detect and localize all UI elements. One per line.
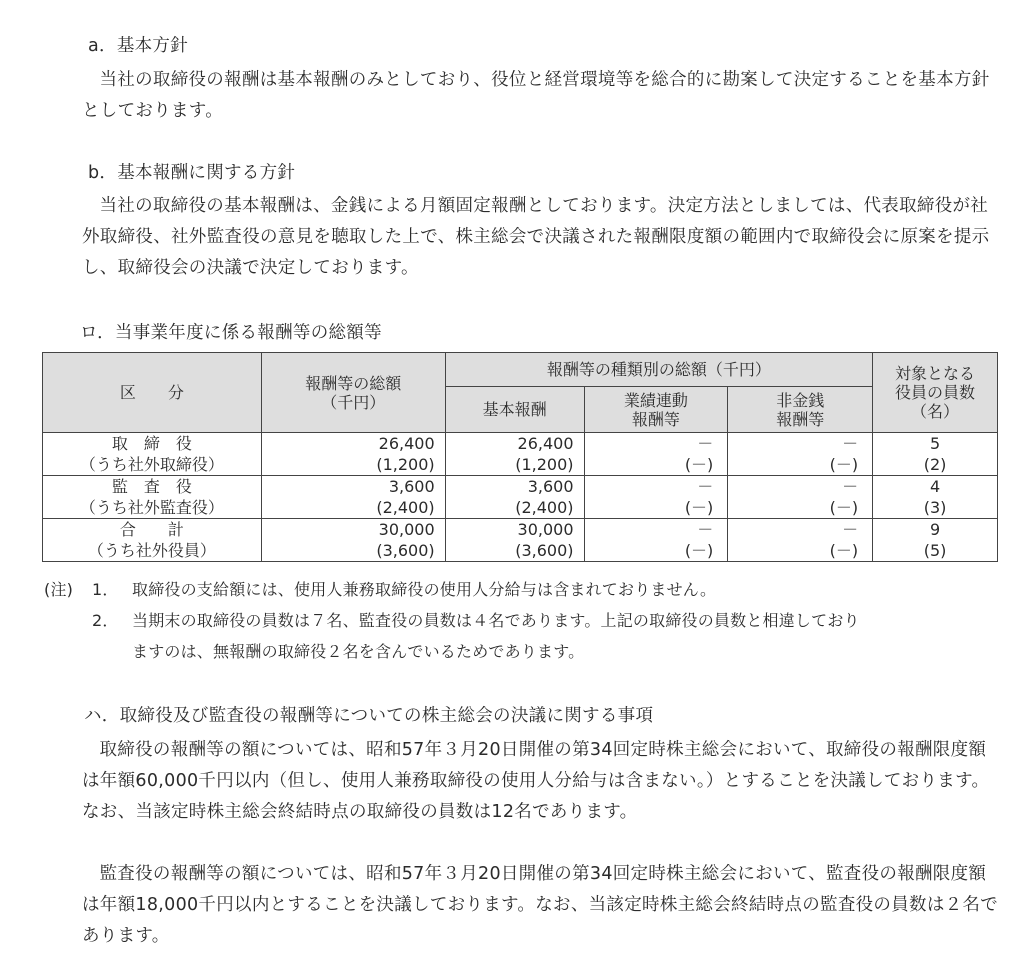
cell-total: 30,000 (261, 519, 445, 541)
cell-performance: － (584, 476, 728, 498)
cell-sub-total: (3,600) (261, 540, 445, 562)
cell-sub-count: (2) (873, 454, 998, 476)
section-ha-heading: ハ．取締役及び監査役の報酬等についての株主総会の決議に関する事項 (84, 706, 654, 726)
cell-basic: 26,400 (445, 433, 584, 455)
cell-non-monetary: － (728, 476, 873, 498)
cell-sub-performance: (－) (584, 540, 728, 562)
header-by-type: 報酬等の種類別の総額（千円） (445, 353, 872, 387)
table-row-sub (43, 454, 998, 476)
cell-sub-non-monetary: (－) (728, 540, 873, 562)
note-text: ますのは、無報酬の取締役２名を含んでいるためであります。 (132, 642, 585, 661)
table-heading: ロ．当事業年度に係る報酬等の総額等 (80, 323, 382, 343)
note-number: 1． (92, 580, 119, 599)
cell-sub-count: (3) (873, 497, 998, 519)
compensation-table (42, 352, 998, 562)
notes (44, 574, 860, 667)
row-label: 監 査 役 (43, 476, 262, 498)
cell-basic: 3,600 (445, 476, 584, 498)
note-text: 取締役の支給額には、使用人兼務取締役の使用人分給与は含まれておりません。 (132, 580, 717, 599)
table-row (43, 519, 998, 541)
header-non-monetary: 非金銭 報酬等 (728, 387, 873, 433)
row-sub-label: （うち社外取締役） (43, 454, 262, 476)
header-count: 対象となる 役員の員数 （名） (873, 353, 998, 433)
row-sub-label: （うち社外役員） (43, 540, 262, 562)
cell-sub-basic: (2,400) (445, 497, 584, 519)
note-number: 2． (92, 611, 119, 630)
row-sub-label: （うち社外監査役） (43, 497, 262, 519)
section-a-body: 当社の取締役の報酬は基本報酬のみとしており、役位と経営環境等を総合的に勘案して決定することを基本方針としております。 (82, 70, 990, 121)
table-row-sub (43, 540, 998, 562)
table-row-sub (43, 497, 998, 519)
notes-label: (注) (44, 580, 74, 599)
cell-sub-total: (2,400) (261, 497, 445, 519)
cell-sub-non-monetary: (－) (728, 497, 873, 519)
header-total: 報酬等の総額 （千円） (261, 353, 445, 433)
row-label: 取 締 役 (43, 433, 262, 455)
cell-basic: 30,000 (445, 519, 584, 541)
section-ha-para2: 監査役の報酬等の額については、昭和57年３月20日開催の第34回定時株主総会において、監査役の報酬限度額は年額18,000千円以内とすることを決議しております。なお、当該定時株主総会終結時点の監査役の員数は２名であります。 (82, 864, 999, 946)
header-performance: 業績連動 報酬等 (584, 387, 728, 433)
cell-sub-non-monetary: (－) (728, 454, 873, 476)
cell-total: 26,400 (261, 433, 445, 455)
header-category: 区 分 (43, 353, 262, 433)
section-ha-para1: 取締役の報酬等の額については、昭和57年３月20日開催の第34回定時株主総会において、取締役の報酬限度額は年額60,000千円以内（但し、使用人兼務取締役の使用人分給与は含まない。）とすることを決議しております。なお、当該定時株主総会終結時点の取締役の員数は12名であります。 (82, 740, 990, 822)
section-a-heading: a．基本方針 (88, 36, 189, 56)
section-b-body: 当社の取締役の基本報酬は、金銭による月額固定報酬としております。決定方法としましては、代表取締役が社外取締役、社外監査役の意見を聴取した上で、株主総会で決議された報酬限度額の範囲内で取締役会に原案を提示し、取締役会の決議で決定しております。 (82, 196, 990, 278)
cell-sub-performance: (－) (584, 497, 728, 519)
cell-sub-performance: (－) (584, 454, 728, 476)
row-label: 合 計 (43, 519, 262, 541)
cell-sub-basic: (3,600) (445, 540, 584, 562)
cell-count: 9 (873, 519, 998, 541)
cell-performance: － (584, 519, 728, 541)
cell-non-monetary: － (728, 519, 873, 541)
table-row (43, 433, 998, 455)
section-b-heading: b．基本報酬に関する方針 (88, 163, 296, 183)
table-row (43, 476, 998, 498)
cell-non-monetary: － (728, 433, 873, 455)
cell-sub-basic: (1,200) (445, 454, 584, 476)
header-basic: 基本報酬 (445, 387, 584, 433)
cell-count: 5 (873, 433, 998, 455)
cell-count: 4 (873, 476, 998, 498)
note-text: 当期末の取締役の員数は７名、監査役の員数は４名であります。上記の取締役の員数と相違しており (132, 611, 860, 630)
cell-sub-count: (5) (873, 540, 998, 562)
cell-sub-total: (1,200) (261, 454, 445, 476)
cell-performance: － (584, 433, 728, 455)
cell-total: 3,600 (261, 476, 445, 498)
